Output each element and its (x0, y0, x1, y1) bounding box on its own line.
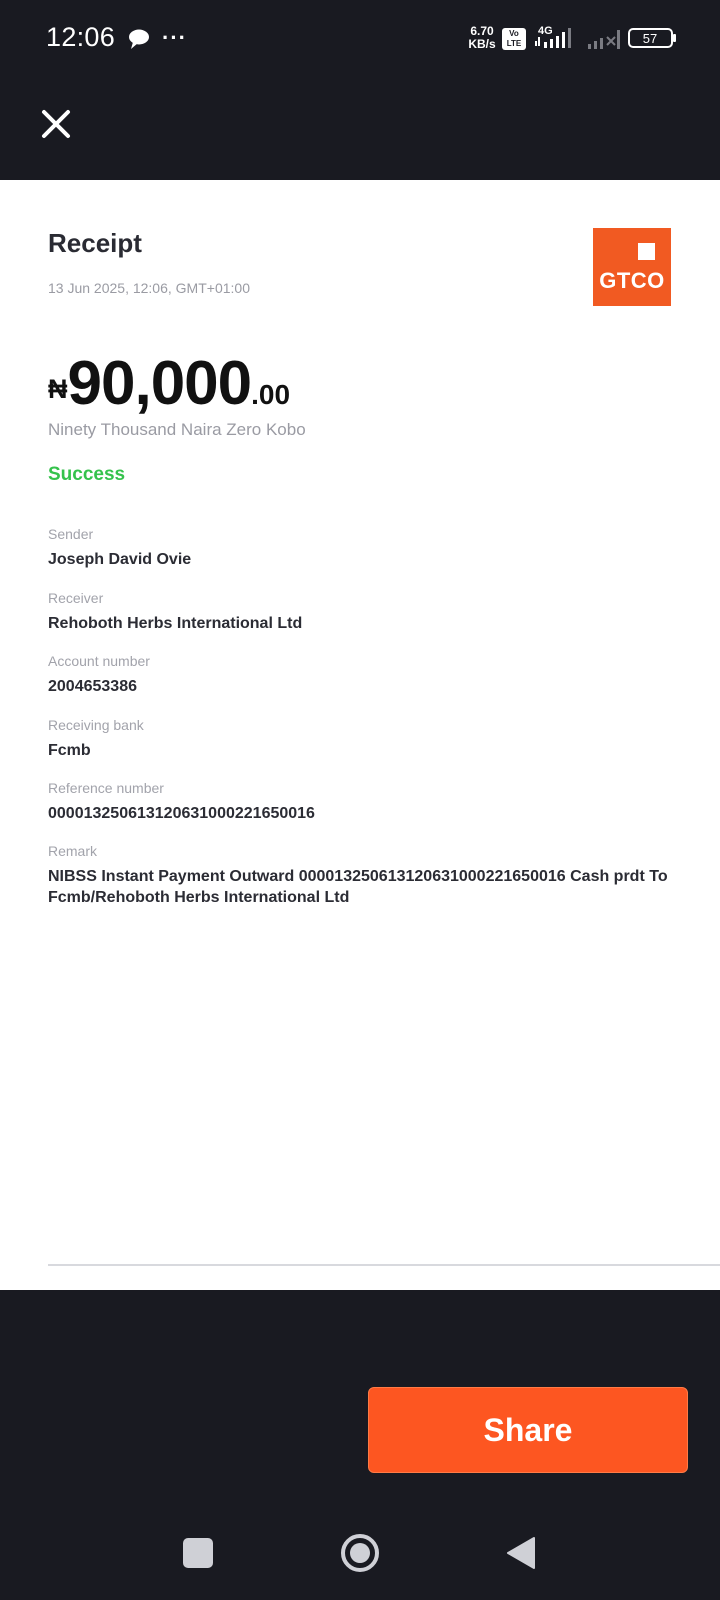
battery-level: 57 (642, 31, 658, 46)
divider (48, 1264, 720, 1266)
field-value: Joseph David Ovie (48, 551, 192, 568)
amount (48, 348, 290, 418)
field-value: 2004653386 (48, 678, 137, 695)
chat-bubble-icon (127, 28, 151, 50)
status-badge: Success (48, 464, 126, 485)
nav-home-icon[interactable] (340, 1533, 380, 1573)
network-speed-value: 6.70 (470, 24, 494, 38)
nav-back-icon[interactable] (506, 1536, 536, 1570)
currency-symbol: ₦ (48, 374, 68, 404)
amount-in-words: Ninety Thousand Naira Zero Kobo (48, 420, 306, 439)
gtco-logo-square (638, 243, 655, 260)
amount-main: 90,000 (67, 349, 252, 418)
field-account-number (48, 653, 718, 697)
receipt-card (0, 180, 720, 1290)
field-label: Receiver (48, 590, 104, 606)
close-icon[interactable] (38, 106, 74, 142)
signal-no-service-icon (586, 28, 622, 50)
amount-decimal: .00 (251, 379, 291, 410)
field-remark (48, 843, 718, 908)
field-label: Reference number (48, 780, 164, 796)
battery-icon (628, 27, 678, 49)
field-value: Rehoboth Herbs International Ltd (48, 615, 303, 632)
field-label: Remark (48, 843, 98, 859)
field-label: Sender (48, 526, 94, 542)
volte-bottom: LTE (506, 39, 522, 48)
field-value: Fcmb (48, 742, 91, 759)
field-label: Account number (48, 653, 150, 669)
signal-strength-icon (534, 24, 580, 50)
status-bar (0, 0, 720, 78)
field-label: Receiving bank (48, 717, 144, 733)
field-receiver (48, 590, 718, 634)
receipt-title: Receipt (48, 228, 142, 258)
field-reference-number (48, 780, 718, 824)
volte-top: Vo (509, 29, 519, 38)
more-notifications-icon: ··· (162, 25, 187, 50)
network-speed (464, 25, 500, 51)
status-time: 12:06 (46, 22, 116, 52)
receipt-date: 13 Jun 2025, 12:06, GMT+01:00 (48, 280, 250, 296)
nav-recent-icon[interactable] (183, 1538, 213, 1568)
field-value: 000013250613120631000221650016 (48, 805, 315, 822)
share-button[interactable]: Share (368, 1387, 688, 1473)
volte-badge (502, 28, 526, 50)
gtco-logo-text: GTCO (599, 268, 665, 293)
network-speed-unit: KB/s (468, 37, 496, 51)
field-value: NIBSS Instant Payment Outward 000013250613120631000221650016 Cash prdt To Fcmb/Rehoboth Herbs International Ltd (48, 868, 668, 906)
field-receiving-bank (48, 717, 718, 761)
navigation-bar (0, 1500, 720, 1600)
network-type-label: 4G (538, 25, 553, 37)
field-sender (48, 526, 718, 570)
gtco-logo (593, 228, 671, 306)
